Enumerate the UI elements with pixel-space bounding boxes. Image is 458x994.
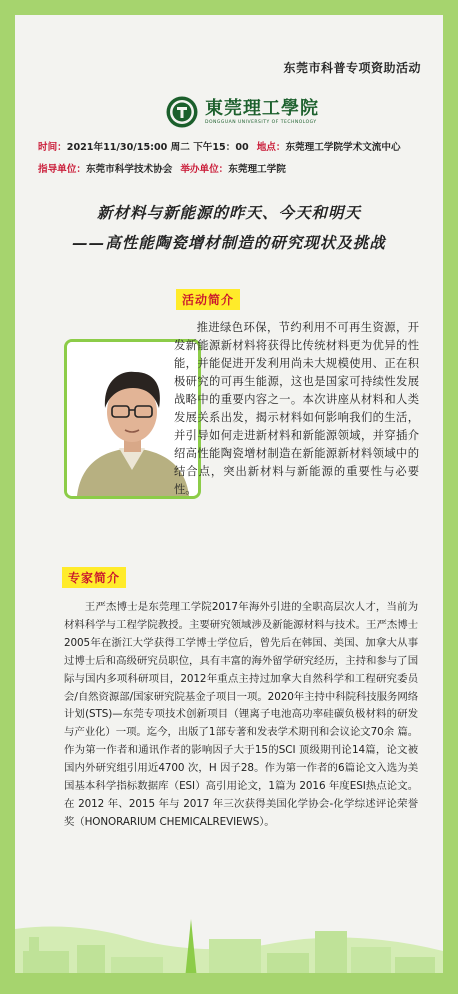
lecture-title: 新材料与新能源的昨天、今天和明天 <box>96 204 361 222</box>
place-value: 东莞理工学院学术文流中心 <box>285 142 401 153</box>
university-logo <box>165 92 319 132</box>
lecture-subtitle: ——高性能陶瓷增材制造的研究现状及挑战 <box>72 234 386 252</box>
host-value: 东莞理工学院 <box>228 164 286 175</box>
time-label: 时间： <box>38 142 67 153</box>
host-label: 举办单位： <box>180 164 229 175</box>
time-value: 2021年11/30/15:00 周二 下午15：00 <box>66 142 249 153</box>
expert-heading: 专家简介 <box>62 567 126 588</box>
university-emblem-icon <box>165 95 199 129</box>
place-label: 地点： <box>256 142 286 153</box>
guide-value: 东莞市科学技术协会 <box>85 164 173 175</box>
event-time-place <box>38 139 401 153</box>
university-name-en: DONGGUAN UNIVERSITY OF TECHNOLOGY <box>205 119 317 125</box>
poster-panel <box>15 15 443 979</box>
intro-heading: 活动简介 <box>176 289 240 310</box>
intro-body: 推进绿色环保，节约利用不可再生资源，开发新能源新材料将获得比传统材料更为优异的性能，并能促进开发利用尚未大规模使用、正在积极研究的可再生能源，这也是国家可持续性发展战略中的重要内容之一。本次讲座从材料和人类发展关系出发，揭示材料如何影响我们的生活，并引导如何走进新材料和新能源领域，并穿插介绍高性能陶瓷增材制造在新能源新材料领域中的结合点，突出新材料与新能源的重要性与必要性。 <box>174 321 419 496</box>
campus-skyline-decoration <box>15 899 443 979</box>
guide-label: 指导单位： <box>38 164 86 175</box>
organizer-banner: 东莞市科普专项资助活动 <box>283 61 421 75</box>
university-name-cn: 東莞理工學院 <box>205 97 319 119</box>
expert-body: 王严杰博士是东莞理工学院2017年海外引进的全职高层次人才，当前为材料科学与工程学院教授。主要研究领域涉及新能源材料与技术。王严杰博士2005年在浙江大学获得工学博士学位后，曾先后在韩国、美国、加拿大从事过博士后和高级研究员职位，具有丰富的海外留学研究经历，主持和参与了国际与国内多项科研项目，2012年重点主持过加拿大自然科学和工程研究委员会/自然资源部/国家研究院基金子项目一项。2020年主持中科院科技服务网络计划(STS)—东莞专项技术创新项目（锂离子电池高功率硅碳负极材料的研发与产业化）一项。迄今，出版了1部专著和发表学术期刊和会议论文70余 篇。作为第一作者和通讯作者的影响因子大于15的SCI 顶级期刊论14篇，论文被国内外研究组引用近4700 次，H 因子28。作为第一作者的6篇论文入选为美国基本科学指标数据库（ESI）高引用论文，1篇为 2016 年度ESI热点论文。在 2012 年、2015 年与 2017 年三次获得美国化学协会-化学综述评论荣誉奖（HONORARIUM CHEMICALREVIEWS）。 <box>64 601 418 828</box>
event-organizers <box>38 161 286 175</box>
